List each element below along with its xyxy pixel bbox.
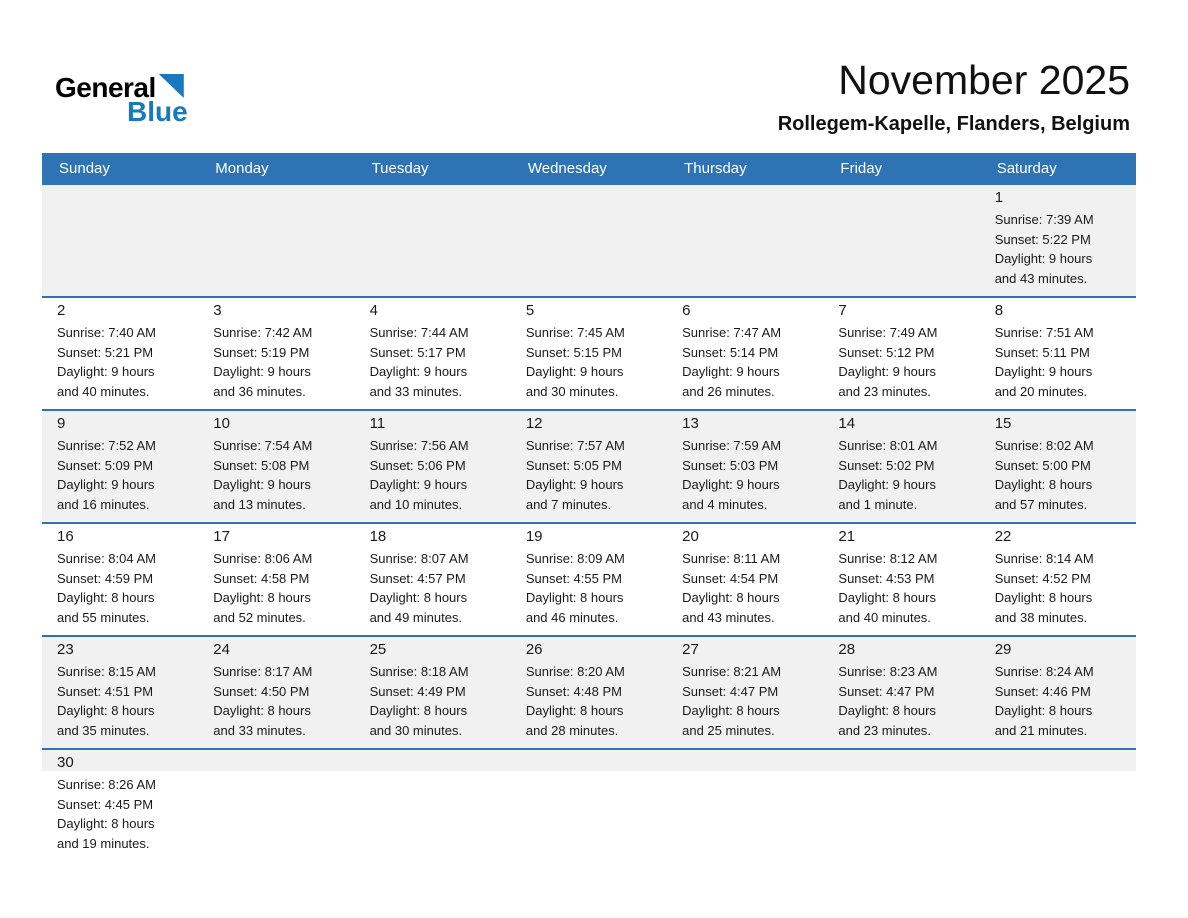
daylight-text-line1: Daylight: 8 hours (369, 703, 468, 719)
daylight-text-line2: and 52 minutes. (213, 609, 306, 625)
day-cell-empty (667, 185, 823, 296)
daylight-text-line1: Daylight: 8 hours (525, 703, 624, 719)
daylight-text-line2: and 40 minutes. (838, 609, 931, 625)
general-blue-logo (55, 58, 188, 126)
weekday-header-thursday: Thursday (684, 160, 747, 178)
sunset-text: Sunset: 5:17 PM (369, 344, 466, 360)
day-cell-3 (198, 298, 354, 409)
day-cell-18 (355, 524, 511, 635)
sunrise-text: Sunrise: 7:39 AM (994, 212, 1094, 228)
sunset-text: Sunset: 5:22 PM (994, 231, 1091, 247)
day-number: 12 (525, 415, 543, 433)
sunset-text: Sunset: 5:21 PM (57, 344, 154, 360)
sunrise-text: Sunrise: 7:54 AM (213, 438, 313, 454)
week-row-6 (42, 748, 1136, 861)
daylight-text-line1: Daylight: 8 hours (682, 590, 780, 606)
day-cell-30 (42, 750, 198, 861)
day-number: 2 (57, 302, 66, 320)
sunrise-text: Sunrise: 7:59 AM (682, 438, 782, 454)
sunrise-text: Sunrise: 8:23 AM (838, 664, 938, 680)
daylight-text-line2: and 4 minutes. (682, 496, 768, 512)
day-number: 1 (994, 189, 1004, 207)
sunrise-text: Sunrise: 8:15 AM (57, 664, 156, 680)
sunrise-text: Sunrise: 8:01 AM (838, 438, 938, 454)
day-number: 24 (213, 641, 230, 659)
daylight-text-line2: and 49 minutes. (369, 609, 463, 625)
sunset-text: Sunset: 4:58 PM (213, 570, 310, 586)
sunset-text: Sunset: 5:19 PM (213, 344, 310, 360)
daylight-text-line1: Daylight: 9 hours (525, 364, 624, 380)
day-number: 23 (57, 641, 74, 659)
day-cell-empty (980, 750, 1136, 861)
sunrise-text: Sunrise: 7:51 AM (994, 325, 1094, 341)
day-cell-10 (198, 411, 354, 522)
day-cell-27 (667, 637, 823, 748)
day-cell-5 (511, 298, 667, 409)
calendar-weeks (42, 185, 1136, 861)
sunset-text: Sunset: 5:03 PM (682, 457, 779, 473)
daylight-text-line2: and 23 minutes. (838, 383, 931, 399)
daylight-text-line2: and 57 minutes. (994, 496, 1088, 512)
day-number: 6 (682, 302, 691, 320)
day-cell-empty (355, 185, 511, 296)
sunrise-text: Sunrise: 8:24 AM (994, 664, 1094, 680)
daylight-text-line1: Daylight: 9 hours (213, 364, 311, 380)
daylight-text-line2: and 7 minutes. (525, 496, 612, 512)
sunset-text: Sunset: 4:51 PM (57, 683, 154, 699)
sunset-text: Sunset: 5:02 PM (838, 457, 935, 473)
day-cell-15 (980, 411, 1136, 522)
day-cell-14 (823, 411, 979, 522)
weekday-header-sunday: Sunday (59, 160, 110, 178)
sunrise-text: Sunrise: 7:44 AM (369, 325, 469, 341)
sunset-text: Sunset: 4:54 PM (682, 570, 779, 586)
weekday-header-saturday: Saturday (996, 160, 1057, 178)
day-cell-11 (355, 411, 511, 522)
sunrise-text: Sunrise: 8:14 AM (994, 551, 1094, 567)
weekday-header-friday: Friday (840, 160, 883, 178)
weekday-header-wednesday: Wednesday (527, 160, 607, 178)
daylight-text-line2: and 23 minutes. (838, 722, 931, 738)
daylight-text-line1: Daylight: 8 hours (369, 590, 468, 606)
daylight-text-line1: Daylight: 8 hours (838, 703, 936, 719)
day-number: 7 (838, 302, 847, 320)
day-number: 25 (369, 641, 387, 659)
day-cell-28 (823, 637, 979, 748)
day-cell-1 (980, 185, 1136, 296)
day-number: 14 (838, 415, 856, 433)
sunrise-text: Sunrise: 7:47 AM (682, 325, 782, 341)
daylight-text-line2: and 30 minutes. (525, 383, 619, 399)
day-cell-23 (42, 637, 198, 748)
daylight-text-line1: Daylight: 9 hours (525, 477, 624, 493)
day-cell-empty (511, 185, 667, 296)
daylight-text-line1: Daylight: 8 hours (994, 477, 1093, 493)
day-number: 9 (57, 415, 66, 433)
day-number: 15 (994, 415, 1012, 433)
day-cell-13 (667, 411, 823, 522)
daylight-text-line1: Daylight: 9 hours (682, 477, 780, 493)
sunset-text: Sunset: 5:05 PM (525, 457, 622, 473)
logo-triangle-icon (159, 74, 184, 98)
daylight-text-line1: Daylight: 9 hours (994, 251, 1093, 267)
day-number: 13 (682, 415, 699, 433)
daylight-text-line1: Daylight: 8 hours (682, 703, 780, 719)
daylight-text-line2: and 36 minutes. (213, 383, 306, 399)
daylight-text-line1: Daylight: 8 hours (57, 816, 155, 832)
daylight-text-line1: Daylight: 8 hours (994, 703, 1093, 719)
day-cell-empty (198, 185, 354, 296)
week-row-3 (42, 409, 1136, 522)
day-cell-24 (198, 637, 354, 748)
day-cell-empty (355, 750, 511, 861)
sunset-text: Sunset: 4:53 PM (838, 570, 935, 586)
logo-text-blue: Blue (127, 96, 188, 127)
sunset-text: Sunset: 5:15 PM (525, 344, 622, 360)
sunrise-text: Sunrise: 8:18 AM (369, 664, 469, 680)
daylight-text-line1: Daylight: 9 hours (838, 364, 936, 380)
sunset-text: Sunset: 4:52 PM (994, 570, 1091, 586)
title-block (778, 58, 1130, 136)
day-cell-empty (198, 750, 354, 861)
calendar-grid (42, 153, 1136, 861)
sunset-text: Sunset: 5:09 PM (57, 457, 154, 473)
daylight-text-line1: Daylight: 9 hours (682, 364, 780, 380)
logo-text-general: General (55, 72, 156, 103)
daylight-text-line1: Daylight: 8 hours (525, 590, 624, 606)
daylight-text-line2: and 16 minutes. (57, 496, 150, 512)
sunset-text: Sunset: 5:06 PM (369, 457, 466, 473)
sunset-text: Sunset: 4:46 PM (994, 683, 1091, 699)
daylight-text-line2: and 33 minutes. (213, 722, 306, 738)
sunrise-text: Sunrise: 8:02 AM (994, 438, 1094, 454)
sunrise-text: Sunrise: 7:56 AM (369, 438, 469, 454)
day-number: 16 (57, 528, 74, 546)
day-cell-empty (823, 750, 979, 861)
day-number: 29 (994, 641, 1012, 659)
week-row-5 (42, 635, 1136, 748)
sunrise-text: Sunrise: 7:40 AM (57, 325, 156, 341)
sunrise-text: Sunrise: 8:07 AM (369, 551, 469, 567)
weekday-header-row (42, 153, 1136, 185)
sunset-text: Sunset: 5:00 PM (994, 457, 1091, 473)
day-number: 20 (682, 528, 699, 546)
day-number: 21 (838, 528, 856, 546)
week-row-1 (42, 185, 1136, 296)
daylight-text-line1: Daylight: 9 hours (838, 477, 936, 493)
daylight-text-line1: Daylight: 9 hours (369, 364, 468, 380)
sunset-text: Sunset: 5:08 PM (213, 457, 310, 473)
day-number: 4 (369, 302, 378, 320)
page-title: November 2025 (838, 57, 1130, 103)
day-number: 10 (213, 415, 230, 433)
daylight-text-line2: and 35 minutes. (57, 722, 150, 738)
sunrise-text: Sunrise: 8:12 AM (838, 551, 938, 567)
day-cell-26 (511, 637, 667, 748)
day-cell-21 (823, 524, 979, 635)
day-number: 30 (57, 754, 74, 772)
daylight-text-line2: and 38 minutes. (994, 609, 1088, 625)
day-number: 19 (525, 528, 543, 546)
day-cell-2 (42, 298, 198, 409)
daylight-text-line1: Daylight: 8 hours (838, 590, 936, 606)
sunset-text: Sunset: 4:50 PM (213, 683, 310, 699)
sunrise-text: Sunrise: 8:11 AM (682, 551, 781, 567)
sunrise-text: Sunrise: 8:21 AM (682, 664, 782, 680)
daylight-text-line2: and 20 minutes. (994, 383, 1088, 399)
sunrise-text: Sunrise: 7:52 AM (57, 438, 156, 454)
day-cell-empty (823, 185, 979, 296)
sunset-text: Sunset: 4:48 PM (525, 683, 622, 699)
daylight-text-line2: and 46 minutes. (525, 609, 619, 625)
day-number: 28 (838, 641, 856, 659)
sunset-text: Sunset: 4:47 PM (838, 683, 935, 699)
sunrise-text: Sunrise: 7:45 AM (525, 325, 625, 341)
weekday-header-tuesday: Tuesday (371, 160, 429, 178)
week-row-2 (42, 296, 1136, 409)
week-row-4 (42, 522, 1136, 635)
daylight-text-line1: Daylight: 8 hours (213, 590, 311, 606)
sunrise-text: Sunrise: 8:09 AM (525, 551, 625, 567)
daylight-text-line1: Daylight: 9 hours (213, 477, 311, 493)
daylight-text-line2: and 40 minutes. (57, 383, 150, 399)
day-cell-19 (511, 524, 667, 635)
day-cell-22 (980, 524, 1136, 635)
page-header (0, 0, 1188, 136)
day-cell-16 (42, 524, 198, 635)
day-number: 8 (994, 302, 1004, 320)
daylight-text-line2: and 26 minutes. (682, 383, 775, 399)
sunrise-text: Sunrise: 7:49 AM (838, 325, 938, 341)
sunrise-text: Sunrise: 7:57 AM (525, 438, 625, 454)
day-number: 18 (369, 528, 387, 546)
sunset-text: Sunset: 4:57 PM (369, 570, 466, 586)
day-number: 22 (994, 528, 1012, 546)
daylight-text-line1: Daylight: 8 hours (213, 703, 311, 719)
day-cell-12 (511, 411, 667, 522)
day-cell-25 (355, 637, 511, 748)
daylight-text-line2: and 33 minutes. (369, 383, 463, 399)
day-cell-empty (511, 750, 667, 861)
day-cell-4 (355, 298, 511, 409)
daylight-text-line1: Daylight: 8 hours (57, 590, 155, 606)
daylight-text-line2: and 13 minutes. (213, 496, 306, 512)
day-cell-6 (667, 298, 823, 409)
sunset-text: Sunset: 4:49 PM (369, 683, 466, 699)
daylight-text-line1: Daylight: 9 hours (57, 477, 155, 493)
sunset-text: Sunset: 4:47 PM (682, 683, 779, 699)
day-cell-empty (42, 185, 198, 296)
sunrise-text: Sunrise: 8:17 AM (213, 664, 313, 680)
weekday-header-monday: Monday (215, 160, 269, 178)
day-cell-9 (42, 411, 198, 522)
day-number: 11 (369, 415, 386, 433)
sunset-text: Sunset: 5:11 PM (994, 344, 1090, 360)
day-cell-17 (198, 524, 354, 635)
daylight-text-line2: and 1 minute. (838, 496, 918, 512)
daylight-text-line1: Daylight: 9 hours (369, 477, 468, 493)
day-cell-empty (667, 750, 823, 861)
daylight-text-line1: Daylight: 9 hours (994, 364, 1093, 380)
daylight-text-line2: and 25 minutes. (682, 722, 775, 738)
daylight-text-line2: and 28 minutes. (525, 722, 619, 738)
sunset-text: Sunset: 5:14 PM (682, 344, 779, 360)
daylight-text-line2: and 43 minutes. (682, 609, 775, 625)
day-number: 3 (213, 302, 222, 320)
day-number: 5 (525, 302, 535, 320)
day-number: 26 (525, 641, 543, 659)
daylight-text-line2: and 30 minutes. (369, 722, 463, 738)
sunset-text: Sunset: 4:45 PM (57, 796, 154, 812)
sunrise-text: Sunrise: 7:42 AM (213, 325, 313, 341)
daylight-text-line1: Daylight: 8 hours (994, 590, 1093, 606)
daylight-text-line2: and 43 minutes. (994, 270, 1088, 286)
daylight-text-line1: Daylight: 9 hours (57, 364, 155, 380)
sunset-text: Sunset: 4:55 PM (525, 570, 622, 586)
daylight-text-line1: Daylight: 8 hours (57, 703, 155, 719)
sunrise-text: Sunrise: 8:26 AM (57, 777, 156, 793)
day-cell-20 (667, 524, 823, 635)
sunrise-text: Sunrise: 8:06 AM (213, 551, 313, 567)
page-subtitle: Rollegem-Kapelle, Flanders, Belgium (777, 113, 1130, 136)
day-cell-29 (980, 637, 1136, 748)
day-number: 27 (682, 641, 699, 659)
daylight-text-line2: and 55 minutes. (57, 609, 150, 625)
day-cell-7 (823, 298, 979, 409)
day-cell-8 (980, 298, 1136, 409)
daylight-text-line2: and 21 minutes. (994, 722, 1088, 738)
daylight-text-line2: and 19 minutes. (57, 835, 150, 851)
sunset-text: Sunset: 4:59 PM (57, 570, 154, 586)
daylight-text-line2: and 10 minutes. (369, 496, 463, 512)
sunrise-text: Sunrise: 8:20 AM (525, 664, 625, 680)
sunrise-text: Sunrise: 8:04 AM (57, 551, 156, 567)
day-number: 17 (213, 528, 230, 546)
sunset-text: Sunset: 5:12 PM (838, 344, 935, 360)
